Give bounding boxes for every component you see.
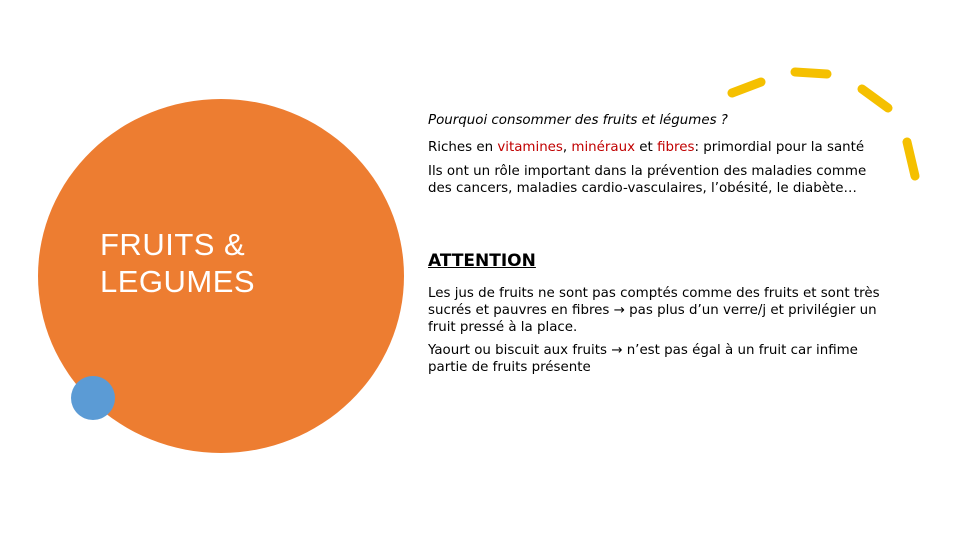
paragraph-nutrients [428, 139, 883, 156]
term-vitamines: vitamines [497, 140, 563, 155]
arc-dash-2 [795, 72, 827, 74]
nutrients-sep-1: , [562, 140, 572, 155]
arc-dash-1 [732, 82, 761, 93]
nutrients-sep-2: et [635, 140, 658, 155]
paragraph-juice: Les jus de fruits ne sont pas comptés comme des fruits et sont très sucrés et pauvres en fibres → pas plus d’un verre/j et privilégier un fruit pressé à la place. [428, 286, 880, 335]
paragraph-yogurt: Yaourt ou biscuit aux fruits → n’est pas égal à un fruit car infime partie de fruits présente [428, 343, 858, 375]
term-fibres: fibres [657, 140, 695, 155]
arc-dash-4 [907, 142, 915, 176]
question-heading: Pourquoi consommer des fruits et légumes ? [428, 113, 728, 128]
title-line-1: FRUITS & [100, 227, 246, 262]
slide-title [100, 226, 360, 300]
title-line-2: LEGUMES [100, 264, 256, 299]
nutrients-prefix: Riches en [428, 140, 498, 155]
arc-dash-3 [862, 89, 888, 108]
blue-circle-shape [71, 376, 115, 420]
nutrients-suffix: : primordial pour la santé [694, 140, 865, 155]
content-block [428, 112, 883, 376]
paragraph-prevention: Ils ont un rôle important dans la prévention des maladies comme des cancers, maladies cardio-vasculaires, l’obésité, le diabète… [428, 164, 867, 196]
attention-heading: ATTENTION [428, 251, 536, 271]
term-mineraux: minéraux [571, 140, 636, 155]
